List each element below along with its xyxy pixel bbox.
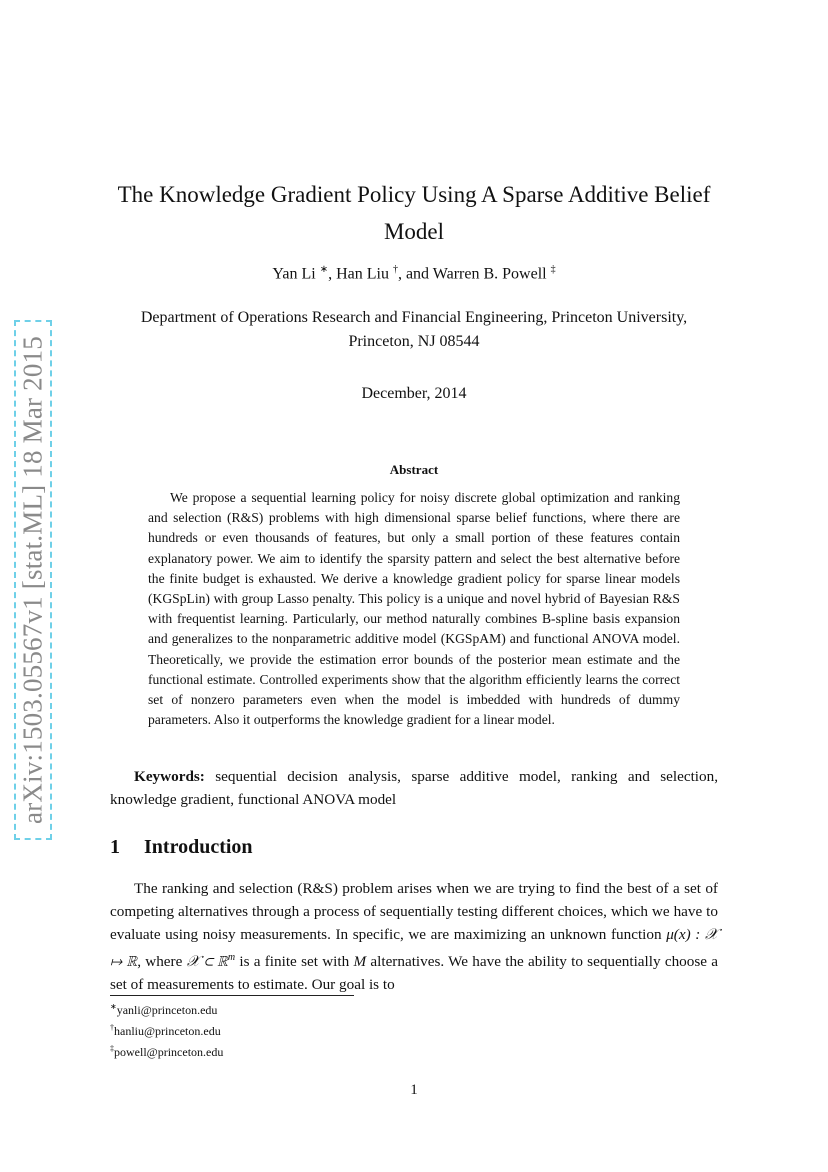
footnote-mark: ∗ xyxy=(110,1002,117,1011)
footnote xyxy=(110,1040,223,1061)
keywords xyxy=(110,765,718,811)
footnote-mark: ‡ xyxy=(110,1044,114,1053)
keywords-label: Keywords: xyxy=(134,768,205,785)
author-footnote-mark: ∗ xyxy=(319,264,329,275)
affiliation: Department of Operations Research and Financial Engineering, Princeton University, Princeton, NJ 08544 xyxy=(140,309,688,350)
math-expression: M xyxy=(353,953,367,971)
intro-paragraph xyxy=(110,877,718,996)
paper-date: December, 2014 xyxy=(361,385,467,402)
intro-text: alternatives. We have the ability to sequentially choose a set of measurements to estimate. Our goal is to xyxy=(110,953,719,994)
footnote-mark: † xyxy=(110,1023,114,1032)
author-footnote-mark: † xyxy=(392,264,398,275)
math-expression: μ(x) : 𝒳 ↦ ℝ xyxy=(110,926,718,971)
keywords-text: sequential decision analysis, sparse additive model, ranking and selection, knowledge gradient, functional ANOVA model xyxy=(110,768,718,808)
author-list xyxy=(110,264,718,283)
author-name: Yan Li xyxy=(272,265,316,283)
author-footnote-mark: ‡ xyxy=(550,264,556,275)
section-title: Introduction xyxy=(144,836,253,858)
intro-text: is a finite set with xyxy=(235,953,354,971)
footnote xyxy=(110,998,223,1019)
author-separator: , and xyxy=(397,265,430,283)
footnotes xyxy=(110,998,223,1061)
page-number: 1 xyxy=(410,1082,418,1098)
section-number: 1 xyxy=(110,836,120,858)
abstract-heading: Abstract xyxy=(389,462,439,477)
footnote-email: yanli@princeton.edu xyxy=(116,1003,218,1017)
author-name: Han Liu xyxy=(336,265,389,283)
arxiv-stamp xyxy=(14,320,52,840)
math-superscript: m xyxy=(227,952,236,963)
author-separator: , xyxy=(328,265,333,283)
footnote-email: hanliu@princeton.edu xyxy=(114,1024,221,1038)
intro-text: , where xyxy=(137,953,187,971)
footnote-email: powell@princeton.edu xyxy=(114,1045,224,1059)
author-name: Warren B. Powell xyxy=(432,265,547,283)
arxiv-identifier: arXiv:1503.05567v1 [stat.ML] 18 Mar 2015 xyxy=(17,336,48,824)
footnote-divider xyxy=(110,995,354,996)
math-expression: 𝒳 ⊂ ℝ xyxy=(186,953,228,971)
abstract-text: We propose a sequential learning policy for noisy discrete global optimization and ranking and selection (R&S) problems with high dimensional sparse belief functions, where there are hundreds or even thousands of features, but only a small portion of these features contain explanatory power. We aim to identify the sparsity pattern and select the best alternative before the finite budget is exhausted. We derive a knowledge gradient policy for sparse linear models (KGSpLin) with group Lasso penalty. This policy is a unique and novel hybrid of Bayesian R&S with frequentist learning. Particularly, our method naturally combines B-spline basis expansion and generalizes to the nonparametric additive model (KGSpAM) and functional ANOVA model. Theoretically, we provide the estimation error bounds of the posterior mean estimate and the functional estimate. Controlled experiments show that the algorithm efficiently learns the correct set of nonzero parameters even when the model is imbedded with hundreds of dummy parameters. Also it outperforms the knowledge gradient for a linear model. xyxy=(148,490,680,728)
paper-title: The Knowledge Gradient Policy Using A Sparse Additive Belief Model xyxy=(117,182,711,244)
intro-text: The ranking and selection (R&S) problem arises when we are trying to find the best of a set of competing alternatives through a process of sequentially testing different choices, which we have to evaluate using noisy measurements. In specific, we are maximizing an unknown function xyxy=(110,880,718,943)
footnote xyxy=(110,1019,223,1040)
section-heading xyxy=(110,836,253,859)
